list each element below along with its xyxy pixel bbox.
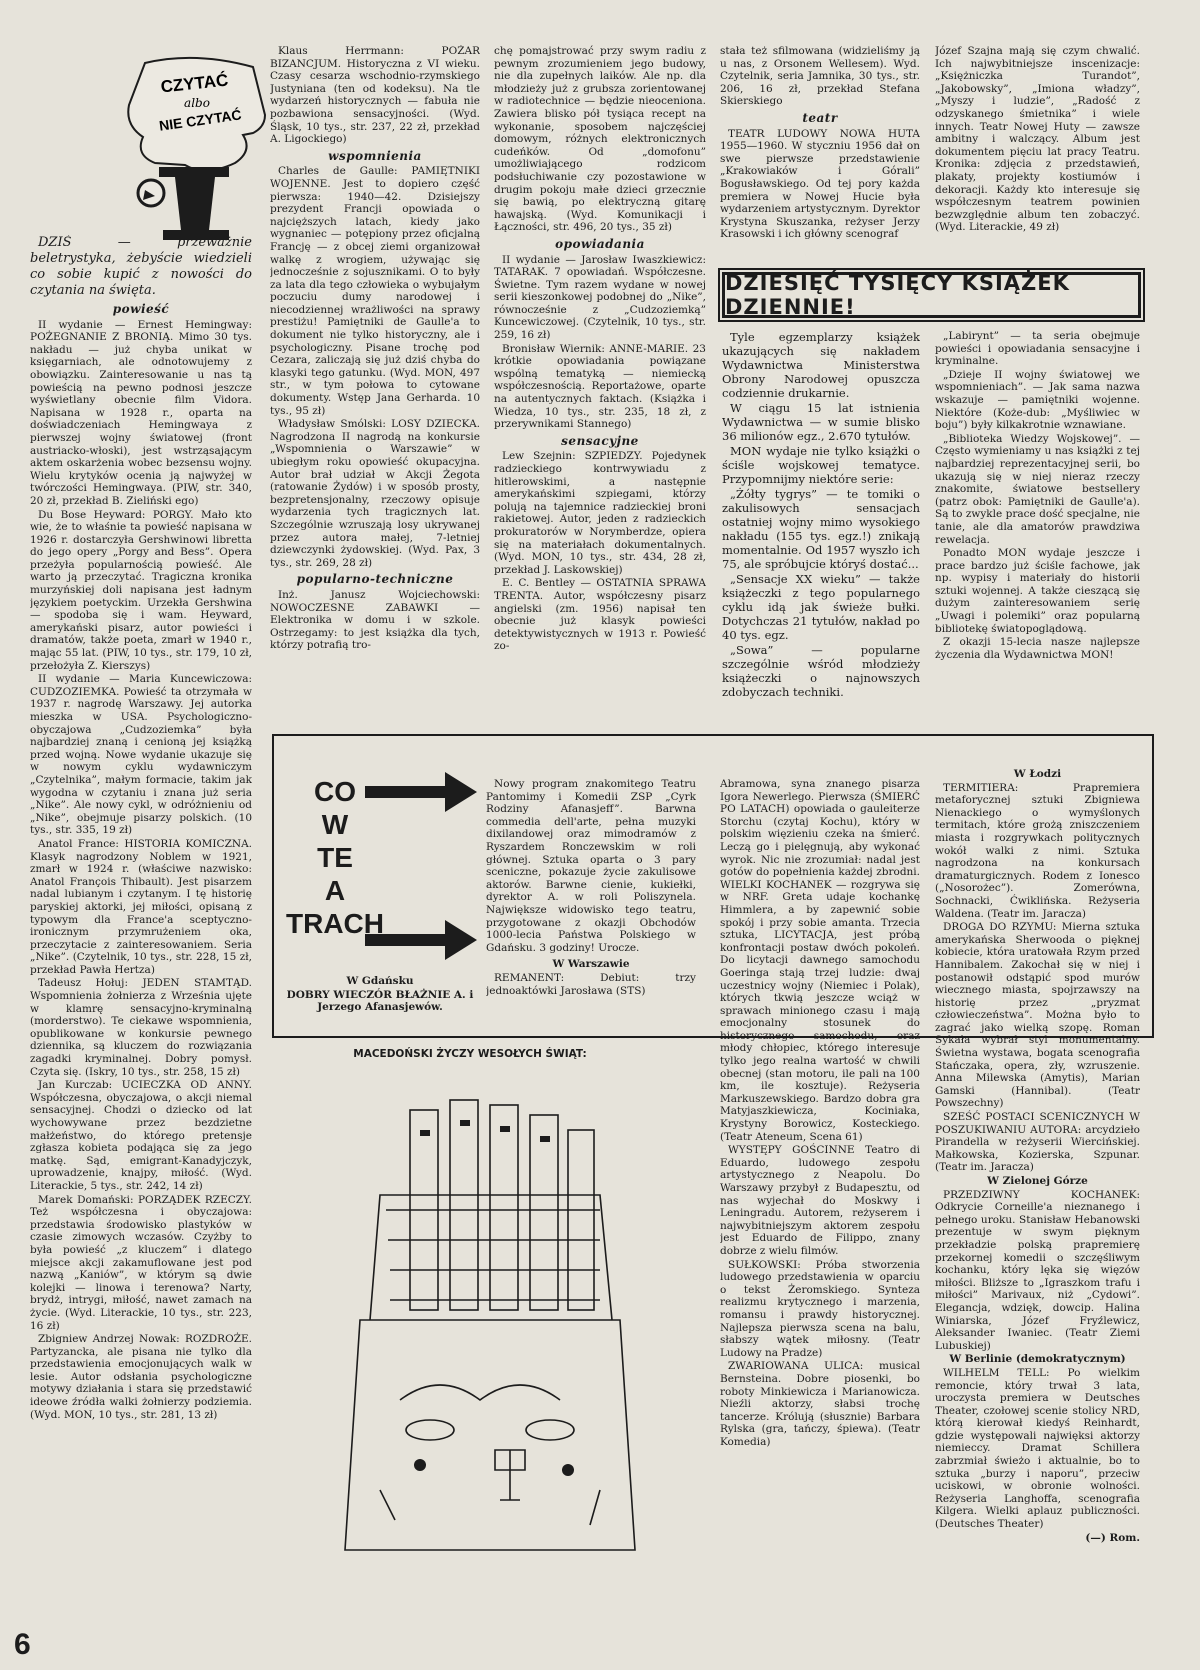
mon-paragraph: „Labirynt” — ta seria obejmuje powieści i opowiadania sensacyjne i kryminalne. — [935, 330, 1140, 368]
review-de-gaulle: Charles de Gaulle: PAMIĘTNIKI WOJENNE. Jest to dopiero część pierwsza: 1940—42. Dzisiejszy prezydent Francji opowiada o najcięższych latach, kiedy jako wygnaniec — potępiony przez oficjalną Francję — z obcej ziemi organizował walkę z wrogiem, używając się jednocześnie z sojusznikami. O to były za lata dla tego człowieka o wybujałym poczuciu dumy narodowej i niecodziennej wrażliwości na sprawy prestiżu! Pamiętniki de Gaulle'a to dokument nie tylko historyczny, ale i psychologiczny. Pisane trochę pod Cezara, zaliczają się już dziś chyba do klasyki tego gatunku. (Wyd. MON, 497 str., w tym połowa to cytowane dokumenty. Wstęp Jana Gerharda. 10 tys., 95 zł) — [270, 165, 480, 417]
co-w-te-a-trach-heading: CO W TE A TRACH — [286, 776, 384, 939]
review-holuj: Tadeusz Hołuj: JEDEN STAMTĄD. Wspomnienia żołnierza z Września ujęte w klamrę sensacyjno-kryminalną (morderstwo). Te ciekawe wspomnienia, opublikowane w konkursie pewnego dziennika, są kluczem do rozwiązania zagadki kryminalnej. Dobry pomysł. Czyta się. (Iskry, 10 tys., str. 258, 15 zł) — [30, 977, 252, 1078]
review-domanski: Marek Domański: PORZĄDEK RZECZY. Też współczesna i obyczajowa: przedstawia środowisko plastyków w czasie zimowych wczasów. Czyżby to była powieść „z kluczem” i dlatego miejsce akcji zakamuflowane jest pod nazwą „Kaniów”, w którym są dwie kolejki — linowa i terenowa? Narty, brydż, intrygi, miłość, nawet zamach na życie. (Wyd. Literackie, 10 tys., str. 223, 16 zł) — [30, 1193, 252, 1332]
mon-paragraph: W ciągu 15 lat istnienia Wydawnictwa — w sumie blisko 36 milionów egz., 2.670 tytułów. — [722, 401, 920, 443]
review-termitiera: TERMITIERA: Prapremiera metaforycznej sztuki Zbigniewa Nienackiego o wymyślonych termitach, które grożą zniszczeniem miasta i rozgrywkach politycznych wokół walki z nimi. Sztuka nagrodzona na konkursach dramaturgicznych. Rodem z Ionesco („Nosorożec”). Zomerówna, Sochnacki, Ćwiklińska. Reżyseria Waldena. (Teatr im. Jaracza) — [935, 781, 1140, 920]
review-remanent-cont: Abramowa, syna znanego pisarza Igora Newerlego. Pierwsza (ŚMIERĆ PO LATACH) opowiada o gauleiterze Storchu (czytaj Kochu), który w polskim więzieniu czeka na śmierć. Leczą go i pielęgnują, aby wykonać wyrok. Nic nie zrozumiał: nadal jest gotów do popełnienia każdej zbrodni. WIELKI KOCHANEK — rozgrywa się w NRF. Greta udaje kochankę Himmlera, a by zapewnić sobie spokój i przy sobie amanta. Trzecia sztuka, LICYTACJA, jest próbą konfrontacji postaw dwóch pokoleń. Do licytacji dawnego samochodu Goeringa stają trzej ludzie: dwaj uczestnicy wojny (Niemiec i Polak), których tkwią jeszcze wciąż w sprawach minionego czasu i mają emocjonalny stosunek do historycznego samochodu, oraz młody chłopiec, którego interesuje tylko jego realna wartość w chwili obecnej (stan motoru, ile pali na 100 km, ile kosztuje). Reżyseria Markuszewskiego. Bardzo dobra gra Matyjaszkiewicza, Kociniaka, Krystyny Borowicz, Kosteckiego. (Teatr Ateneum, Scena 61) — [720, 778, 920, 1143]
review-przedziwny-kochanek: PRZEDZIWNY KOCHANEK: Odkrycie Corneille'a nieznanego i pełnego uroku. Stanisław Hebanowski prezentuje w swym pięknym przekładzie polską prapremierę przekornej komedii o szczęśliwym kochanku, który lęka się więzów miłości. Bliższe to „Igraszkom trafu i miłości” Marivaux, niż „Cydowi”. Elegancja, wdzięk, dowcip. Halina Winiarska, Józef Fryźlewicz, Aleksander Iwaniec. (Teatr Ziemi Lubuskiej) — [935, 1188, 1140, 1352]
author-signature: (—) Rom. — [1085, 1531, 1140, 1544]
column-5 — [935, 45, 1140, 265]
mon-paragraph: „Żółty tygrys” — te tomiki o zakulisowych sensacjach ostatniej wojny mimo wysokiego nakładu (155 tys. egz.!) znikają momentalnie. Od 1957 wyszło ich 75, ale spróbujcie któryś dostać... — [722, 487, 920, 571]
review-wilhelm-tell: WILHELM TELL: Po wielkim remoncie, który trwał 3 lata, uroczysta premiera w Deutsches Theater, czołowej scenie stolicy NRD, którą kierował kiedyś Reinhardt, gdzie występowali najwięksi aktorzy niemieccy. Dramat Schillera zabrzmiał świeżo i aktualnie, bo to sztuka „burzy i naporu”, przeciw uciskowi, w obronie wolności. Reżyseria Langhoffa, scenografia Kilgera. Wielki aplauz publiczności. (Deutsches Theater) — [935, 1366, 1140, 1531]
review-herrmann: Klaus Herrmann: POŻAR BIZANCJUM. Historyczna z VI wieku. Czasy cesarza wschodnio-rzymskiego Justyniana (ten od kodeksu). Na tle wydarzeń historycznych — fabuła nie pozbawiona sensacyjności. (Wyd. Śląsk, 10 tys., str. 237, 22 zł, przekład A. Ligockiego) — [270, 45, 480, 146]
arrow-right-icon — [365, 918, 480, 962]
gdansk-review — [486, 778, 696, 1023]
mon-column-1 — [722, 330, 920, 725]
section-heading-opowiadania: opowiadania — [555, 236, 645, 251]
warszawa-column — [720, 778, 920, 1626]
section-heading-sensacyjne: sensacyjne — [561, 433, 639, 448]
section-heading-powiesc: powieść — [112, 302, 170, 316]
czytac-albo-nie-czytac-logo — [115, 55, 275, 245]
lodz-column — [935, 768, 1140, 1626]
section-heading-wspomnienia: wspomnienia — [328, 148, 422, 163]
review-heyward: Du Bose Heyward: PORGY. Mało kto wie, że to właśnie ta powieść napisana w 1926 r. dostarczyła Gershwinowi libretta do jego opery „Porgy and Bess”. Opera przeżyła popularnością powieść. Ale warto ją przeczytać. Tragiczna kronika murzyńskiej doli napisana jest ładnym językiem poetyckim. Urzekła Gershwina — spodoba się i wam. Heyward, amerykański pisarz, autor powieści i dramatów, także poeta, zmarł w 1940 r., mając 55 lat. (PIW, 10 tys., str. 179, 10 zł, przełożyła Z. Kierszys) — [30, 508, 252, 672]
review-szejnin: Lew Szejnin: SZPIEDZY. Pojedynek radzieckiego kontrwywiadu z hitlerowskimi, a następnie amerykańskimi szpiegami, którzy polują na tajemnice radzieckiej broni rakietowej. Autor, jeden z radzieckich prokuratorów w Norymberdze, opiera się na materiałach dokumentalnych. (Wyd. MON, 10 tys., str. 434, 28 zł, przekład J. Laskowskiej) — [494, 450, 706, 576]
mon-column-2 — [935, 330, 1140, 725]
remanent-review: REMANENT: Debiut: trzy jednoaktówki Jarosława (STS) — [486, 971, 696, 997]
christmas-cartoon-illustration — [300, 1070, 700, 1570]
mon-paragraph: „Dzieje II wojny światowej we wspomnieniach”. — Jak sama nazwa wskazuje — pamiętniki wojenne. Niektóre (Koże-dub: „Myśliwiec w boju”) były kilkakrotnie wznawiane. — [935, 368, 1140, 432]
review-bentley-cont: stała też sfilmowana (widzieliśmy ją u nas, z Orsonem Wellesem). Wyd. Czytelnik, seria Jamnika, 30 tys., str. 206, 16 zł, przekład Stefana Skierskiego — [720, 45, 920, 108]
city-heading-berlin: W Berlinie (demokratycznym) — [949, 1353, 1126, 1366]
mon-paragraph: Z okazji 15-lecia nasze najlepsze życzenia dla Wydawnictwa MON! — [935, 636, 1140, 661]
review-wiernik: Bronisław Wiernik: ANNE-MARIE. 23 krótkie opowiadania powiązane wspólną tematyką — niemiecką współczesnością. Reportażowe, oparte na autentycznych faktach. (Książka i Wiedza, 10 tys., str. 235, 18 zł, z przerywnikami Stannego) — [494, 342, 706, 431]
city-heading-gdansk: W Gdańsku — [346, 975, 414, 987]
section-heading-popular: popularno-techniczne — [296, 572, 454, 587]
review-wystepy: WYSTĘPY GOŚCINNE Teatro di Eduardo, ludowego zespołu artystycznego z Neapolu. Do Warszawy przybył z Budapesztu, od nas wyjechał do Moskwy i Leningradu. Autorem, reżyserem i najwybitniejszym aktorem zespołu jest Eduardo de Filippo, znany dobrze z wielu filmów. — [720, 1144, 920, 1257]
review-wojciechowski: Inż. Janusz Wojciechowski: NOWOCZESNE ZABAWKI — Elektronika w domu i w szkole. Ostrzegamy: to jest książka dla tych, którzy potrafią tro- — [270, 588, 480, 652]
mon-banner-headline: DZIESIĘĆ TYSIĘCY KSIĄŻEK DZIENNIE! — [722, 272, 1141, 318]
mon-paragraph: Tyle egzemplarzy książek ukazujących się nakładem Wydawnictwa Ministerstwa Obrony Narodowej opuszcza codziennie drukarnie. — [722, 330, 920, 400]
review-kuncewiczowa: II wydanie — Maria Kuncewiczowa: CUDZOZIEMKA. Powieść ta otrzymała w 1937 r. nagrodę Warszawy. Jej autorka mieszka w USA. Psychologiczno-obyczajowa „Cudzoziemka” była najbardziej znaną i cenioną jej książką przed wojną. Nowe wydanie ukazuje się w nowym cyklu wydawniczym „Czytelnika”, małym formacie, takim jak wygodna w czytaniu i znana już seria „Nike”. Ale nowy cykl, w odróżnieniu od „Nike”, obejmuje pisarzy polskich. (10 tys., str. 335, 19 zł) — [30, 673, 252, 837]
review-zwariowana-ulica: ZWARIOWANA ULICA: musical Bernsteina. Dobre piosenki, bo roboty Minkiewicza i Marianowicza. Nieźli aktorzy, słabsi trochę tancerze. Królują (słusznie) Barbara Rylska (gra, tańczy, śpiewa). (Teatr Komedia) — [720, 1360, 920, 1448]
review-sulkowski: SUŁKOWSKI: Próba stworzenia ludowego przedstawienia w oparciu o tekst Żeromskiego. Synteza realizmu krytycznego i marzenia, romansu i prawdy historycznej. Najlepsza pierwsza scena na balu, słabszy wątek miłosny. (Teatr Ludowy na Pradze) — [720, 1258, 920, 1359]
gdansk-review-text: Nowy program znakomitego Teatru Pantomimy i Komedii ZSP „Cyrk Rodziny Afanasjeff”. Barwna commedia dell'arte, pełna muzyki dixilandowej oraz mimodramów z Ryszardem Ronczewskim w roli głównej. Sztuka oparta o 3 pary sceniczne, pokazuje życie zakulisowe aktorów. Barwne cienie, kukiełki, dyrektor A. w roli Poliszynela. Największe widowisko tego teatru, przygotowane z okazji Obchodów 1000-lecia Państwa Polskiego w Gdańsku. 3 godziny! Urocze. — [486, 778, 696, 954]
badge-line3: NIE CZYTAĆ — [158, 106, 243, 134]
review-szesc-postaci: SZEŚĆ POSTACI SCENICZNYCH W POSZUKIWANIU AUTORA: arcydzieło Pirandella w reżyserii Wiercińskiej. Małkowska, Kozierska, Szpunar. (Teatr im. Jaracza) — [935, 1111, 1140, 1174]
review-teatr-ludowy: TEATR LUDOWY NOWA HUTA 1955—1960. W styczniu 1956 dał on swe pierwsze przedstawienie „Krakowiaków i Górali” Bogusławskiego. Od tej pory każda premiera w Nowej Hucie była wydarzeniem artystycznym. Dyrektor Krystyna Skuszanka, reżyser Jerzy Krasowski i ich główny scenograf — [720, 127, 920, 241]
review-hemingway: II wydanie — Ernest Hemingway: POŻEGNANIE Z BRONIĄ. Mimo 30 tys. nakładu — już chyba unikat w księgarniach, ale odnotowujemy z obowiązku. Zainteresowanie u nas tą powieścią na pewno podnosi jeszcze wyświetlany obecnie film Vidora. Napisana w 1928 r., oparta na doświadczeniach Hemingwaya z pierwszej wojny światowej (front austriacko-włoski), jest wstrząsającym aktem oskarżenia wobec bezsensu wojny. Wielu krytyków ocenia ją najwyżej w twórczości Hemingwaya. (PIW, str. 340, 20 zł, przekład B. Zieliński ego) — [30, 318, 252, 507]
review-kurczab: Jan Kurczab: UCIECZKA OD ANNY. Współczesna, obyczajowa, o akcji niemal sensacyjnej. Chodzi o dziecko od lat wychowywane przez bezdzietne małżeństwo, do którego pretensje zgłasza kobieta podająca się za jego matkę. Sąd, emigrant-Kanadyjczyk, uprowadzenie, knajpy, miłość. (Wyd. Literackie, 5 tys., str. 242, 14 zł) — [30, 1079, 252, 1192]
column-2 — [270, 45, 480, 725]
city-heading-lodz: W Łodzi — [1013, 768, 1062, 780]
badge-line2: albo — [184, 96, 210, 110]
review-smolski: Władysław Smólski: LOSY DZIECKA. Nagrodzona II nagrodą na konkursie „Wspomnienia o Warszawie” w ubiegłym roku opowieść okupacyjna. Autor brał udział w Akcji Żegota (ratowanie Żydów) i w sposób prosty, bezpretensjonalny, rzeczowy opisuje wydarzenia tych tragicznych lat. Szczególnie wzruszają losy ukrywanej przez autora małej, 7-letniej dziewczynki żydowskiej. (Wyd. Pax, 3 tys., str. 269, 28 zł) — [270, 418, 480, 569]
mon-paragraph: „Sensacje XX wieku” — także książeczki z tego popularnego cyklu idą jak świeże bułki. Dotychczas 21 tytułów, nakład po 40 tys. egz. — [722, 572, 920, 642]
badge-line1: CZYTAĆ — [159, 70, 230, 97]
intro-text: DZIŚ — przeważnie beletrystyka, żebyście wiedzieli co sobie kupić z nowości do czytania na święta. — [30, 235, 252, 298]
mon-paragraph: „Biblioteka Wiedzy Wojskowej”. — Często wymieniamy u nas książki z tej najbardziej reprezentacyjnej serii, bo ukazują się w niej nieraz rzeczy znakomite, światowe bestsellery (patrz obok: Pamiętniki de Gaulle'a). Są to zwykle prace dość specjalne, nie tanie, ale dla amatorów prawdziwa rewelacja. — [935, 432, 1140, 546]
city-heading-zielona-gora: W Zielonej Górze — [987, 1175, 1088, 1187]
column-3 — [494, 45, 706, 725]
review-wojciechowski-cont: chę pomajstrować przy swym radiu z pewnym zrozumieniem jego budowy, nie dla zupełnych laików. Ale np. dla młodzieży już z grubsza zorientowanej w radiotechnice — będzie nieoceniona. Zawiera blisko pół tysiąca recept na wykonanie, sposobem najczęściej domowym, różnych elektronicznych cudeńków. Od „domofonu” umożliwiającego rodzicom podsłuchiwanie czy pozostawione w drugim pokoju małe dzieci grzecznie się bawią, po elektryczną gitarę hawajską. (Wyd. Komunikacji i Łączności, str. 496, 20 tys., 35 zł) — [494, 45, 706, 234]
arrow-right-icon — [365, 770, 480, 814]
review-teatr-ludowy-cont: Józef Szajna mają się czym chwalić. Ich najwybitniejsze inscenizacje: „Księżniczka Turandot”, „Jakobowsky”, „Imiona władzy”, „Myszy i ludzie”, „Radość z odzyskanego śmietnika” i wiele innych. Teatr Nowej Huty — zawsze ambitny i walczący. Album jest dokumentem pięciu lat pracy Teatru. Kronika: zdjęcia z przedstawień, plakaty, projekty kostiumów i dekoracji. Każdy kto interesuje się współczesnym teatrem powinien bezwzględnie album ten zobaczyć. (Wyd. Literackie, 49 zł) — [935, 45, 1140, 234]
review-droga-do-rzymu: DROGA DO RZYMU: Mierna sztuka amerykańska Sherwooda o pięknej kobiecie, która uratowała Rzym przed Hannibalem. Zakochał się w niej i postanowił odstąpić spod murów wiecznego miasta, spojrzawszy na historię przez „pryzmat człowieczeństwa”. Można było to zagrać jako wielką szopę. Roman Sykała wybrał styl monumentalny. Świetna wystawa, bogata scenografia Stańczaka, opera, zły, wzruszenie. Anna Milewska (Amytis), Marian Gamski (Hannibal). (Teatr Powszechny) — [935, 921, 1140, 1110]
mon-paragraph: MON wydaje nie tylko książki o ściśle wojskowej tematyce. Przypomnijmy niektóre serie: — [722, 444, 920, 486]
page-number: 6 — [14, 1628, 31, 1661]
city-heading-warszawa: W Warszawie — [552, 958, 630, 971]
gdansk-title: DOBRY WIECZÓR BŁAŻNIE A. i Jerzego Afanasjewów. — [286, 988, 474, 1014]
review-france: Anatol France: HISTORIA KOMICZNA. Klasyk nagrodzony Noblem w 1921, zmarł w 1924 r. (właściwe nazwisko: Anatol François Thibault). Jest pisarzem nadal lubianym i czytanym. I tę historię paryskiej aktorki, jej miłości, opisaną z typowym dla France'a sceptyczno-ironicznym przymrużeniem oka, przeczytacie z zainteresowaniem. Seria „Nike”. (Czytelnik, 10 tys., str. 228, 15 zł, przekład Pawła Hertza) — [30, 837, 252, 976]
column-4 — [720, 45, 920, 265]
review-iwaszkiewicz: II wydanie — Jarosław Iwaszkiewicz: TATARAK. 7 opowiadań. Współczesne. Świetne. Tym razem wydane w nowej serii kieszonkowej podobnej do „Nike”, równocześnie z „Cudzoziemką” Kuncewiczowej. (Czytelnik, 10 tys., str. 259, 16 zł) — [494, 253, 706, 342]
mon-paragraph: Ponadto MON wydaje jeszcze i prace bardzo już ściśle fachowe, jak np. wypisy i materiały do historii sztuki wojennej. A także cieszącą się dużym zainteresowaniem serię „Uwagi i polemiki” oraz popularną bibliotekę światopoglądową. — [935, 547, 1140, 635]
column-1 — [30, 235, 252, 1620]
review-nowak: Zbigniew Andrzej Nowak: ROZDROŻE. Partyzancka, ale pisana nie tylko dla przedstawienia emocjonujących walk w lesie. Autor odsłania psychologiczne motywy działania i stara się przedstawić ideowe źródła walki żołnierzy podziemia. (Wyd. MON, 10 tys., str. 281, 13 zł) — [30, 1333, 252, 1421]
review-bentley: E. C. Bentley — OSTATNIA SPRAWA TRENTA. Autor, współczesny pisarz angielski (zm. 1956) napisał ten obecnie już klasyk powieści detektywistycznych w 1913 r. Powieść zo- — [494, 577, 706, 653]
section-heading-teatr: teatr — [802, 110, 838, 125]
gdansk-block — [280, 975, 480, 1025]
mon-paragraph: „Sowa” — popularne szczególnie wśród młodzieży książeczki o najnowszych zdobyczach techniki. — [722, 643, 920, 699]
cartoon-caption: MACEDOŃSKI ŻYCZY WESOŁYCH ŚWIĄT: — [353, 1048, 587, 1060]
